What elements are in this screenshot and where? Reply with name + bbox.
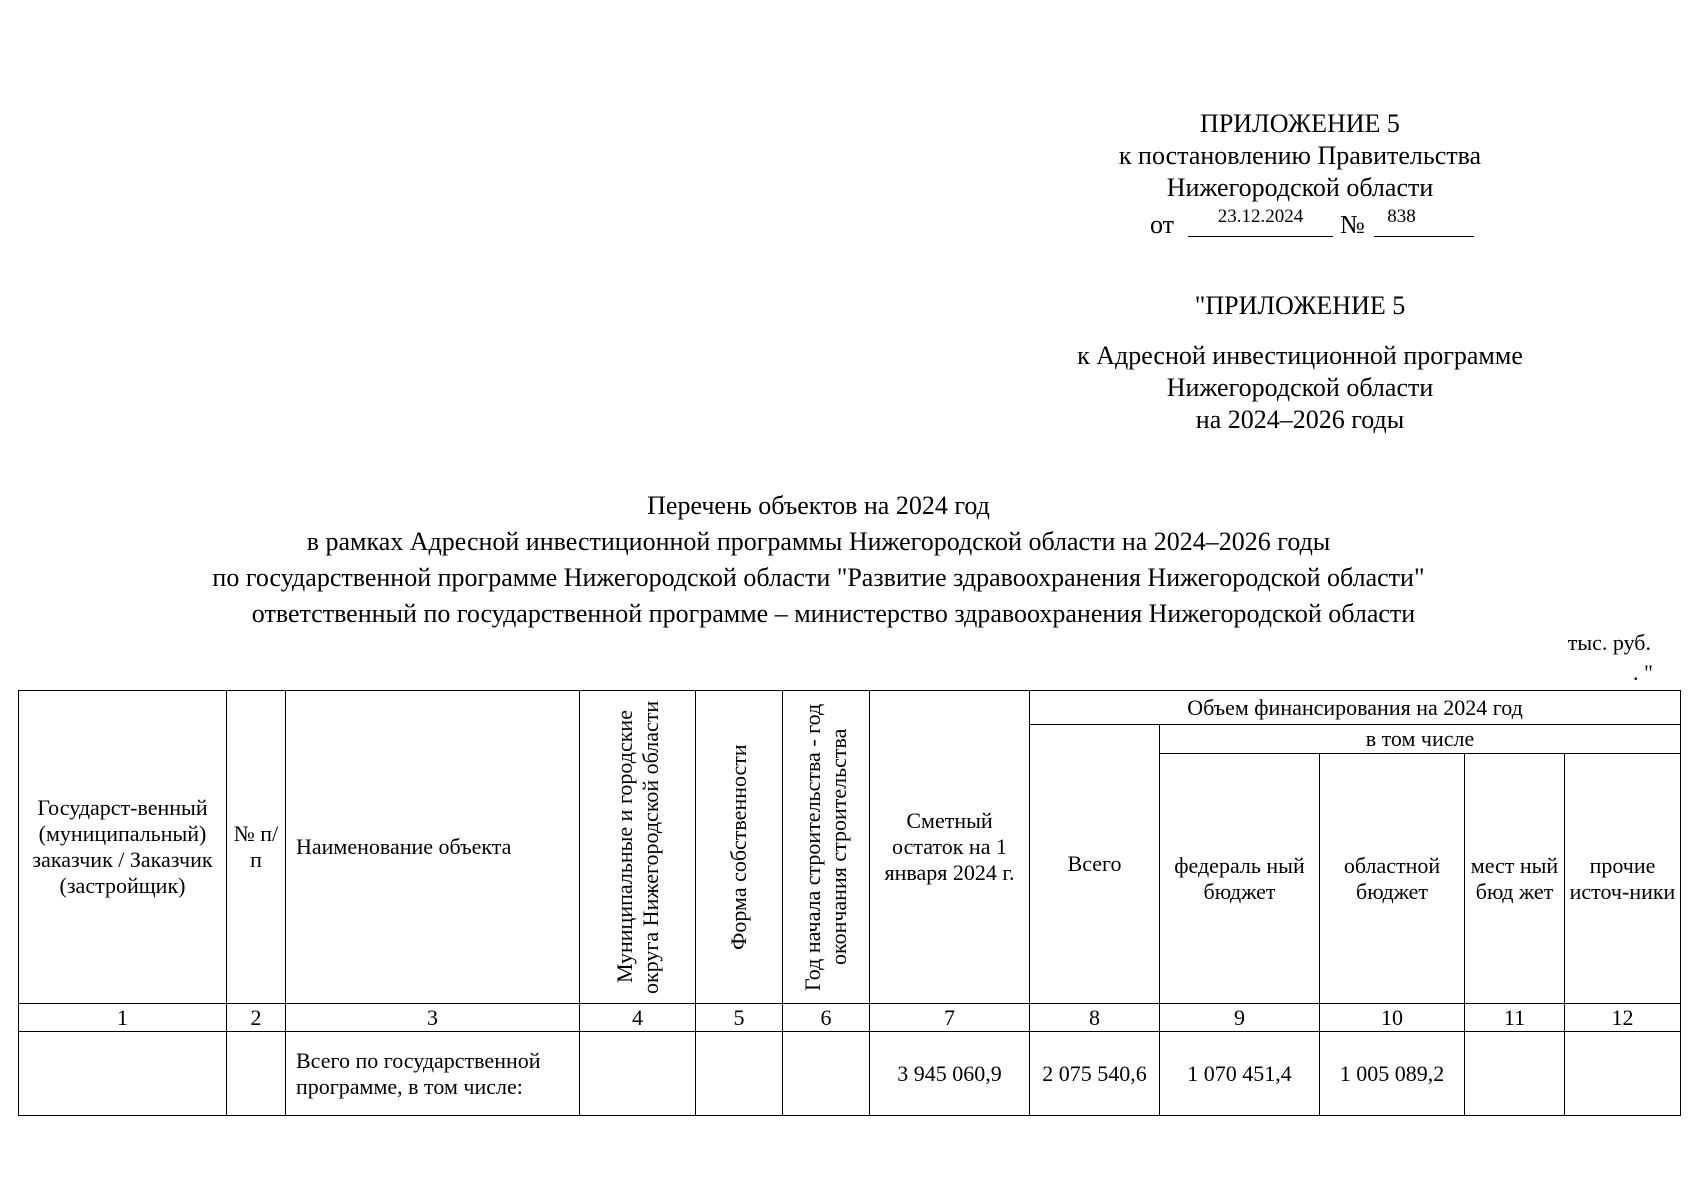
col-number: 9 — [1160, 1004, 1320, 1032]
cell-federal: 1 070 451,4 — [1160, 1032, 1320, 1116]
program-header — [1050, 290, 1550, 322]
document-title — [0, 488, 1697, 632]
program-region-line: Нижегородской области — [1166, 373, 1434, 402]
date-value: 23.12.2024 — [1217, 206, 1304, 227]
title-line-2: в рамках Адресной инвестиционной программы Нижегородской области на 2024–2026 годы — [306, 527, 1331, 556]
program-header-lines — [1050, 340, 1550, 436]
col-number: 3 — [286, 1004, 580, 1032]
appendix-title: ПРИЛОЖЕНИЕ 5 — [1200, 109, 1400, 138]
closing-quote-mark: . " — [1633, 660, 1653, 685]
col-number: 2 — [227, 1004, 286, 1032]
col-number: 7 — [870, 1004, 1030, 1032]
program-years-line: на 2024–2026 годы — [1195, 405, 1405, 434]
header-years — [783, 691, 870, 1004]
date-number-row — [1150, 200, 1500, 239]
cell-local — [1465, 1032, 1565, 1116]
col-number: 6 — [783, 1004, 870, 1032]
program-line: к Адресной инвестиционной программе — [1077, 341, 1523, 370]
header-num: № п/п — [227, 691, 286, 1004]
number-underline — [1374, 236, 1474, 237]
header-years-text: Год начала строительства - год окончания строительства — [800, 703, 851, 991]
col-number: 11 — [1465, 1004, 1565, 1032]
header-local: мест ный бюд жет — [1465, 754, 1565, 1004]
cell-other — [1565, 1032, 1681, 1116]
col-number: 10 — [1320, 1004, 1465, 1032]
date-prefix: от — [1150, 210, 1175, 239]
col-number: 5 — [696, 1004, 783, 1032]
title-line-4: ответственный по государственной программе – министерство здравоохранения Нижегородской области — [251, 599, 1416, 628]
header-ownership-text: Форма собственности — [726, 744, 751, 950]
approval-header — [1050, 108, 1550, 204]
number-sign: № — [1340, 210, 1365, 239]
header-other: прочие источ-ники — [1565, 754, 1681, 1004]
cell-regional: 1 005 089,2 — [1320, 1032, 1465, 1116]
header-regional: областной бюджет — [1320, 754, 1465, 1004]
date-underline — [1188, 236, 1333, 237]
header-object-name: Наименование объекта — [286, 691, 580, 1004]
region-line: Нижегородской области — [1166, 173, 1434, 202]
objects-table — [18, 690, 1681, 1116]
col-number: 4 — [580, 1004, 696, 1032]
column-numbers-row — [19, 1004, 1681, 1032]
header-remainder: Сметный остаток на 1 января 2024 г. — [870, 691, 1030, 1004]
units-label: тыс. руб. — [1567, 630, 1651, 655]
appendix-title-2: "ПРИЛОЖЕНИЕ 5 — [1194, 291, 1406, 320]
table-row — [19, 1032, 1681, 1116]
title-line-3: по государственной программе Нижегородской области "Развитие здравоохранения Нижегородской области" — [212, 563, 1425, 592]
col-number: 12 — [1565, 1004, 1681, 1032]
cell-ownership — [696, 1032, 783, 1116]
cell-municipal — [580, 1032, 696, 1116]
number-value: 838 — [1387, 206, 1416, 227]
cell-remainder: 3 945 060,9 — [870, 1032, 1030, 1116]
header-total: Всего — [1030, 725, 1160, 1004]
header-customer: Государст-венный (муниципальный) заказчик / Заказчик (застройщик) — [19, 691, 227, 1004]
cell-num — [227, 1032, 286, 1116]
header-including: в том числе — [1160, 725, 1681, 754]
cell-object-name: Всего по государственной программе, в том числе: — [286, 1032, 580, 1116]
header-funding: Объем финансирования на 2024 год — [1030, 691, 1681, 725]
resolution-line: к постановлению Правительства — [1118, 141, 1482, 170]
header-municipal — [580, 691, 696, 1004]
col-number: 8 — [1030, 1004, 1160, 1032]
title-line-1: Перечень объектов на 2024 год — [647, 491, 990, 520]
header-federal: федераль ный бюджет — [1160, 754, 1320, 1004]
cell-years — [783, 1032, 870, 1116]
header-municipal-text: Муниципальные и городские округа Нижегородской области — [611, 700, 663, 994]
header-ownership — [696, 691, 783, 1004]
cell-total: 2 075 540,6 — [1030, 1032, 1160, 1116]
cell-customer — [19, 1032, 227, 1116]
col-number: 1 — [19, 1004, 227, 1032]
